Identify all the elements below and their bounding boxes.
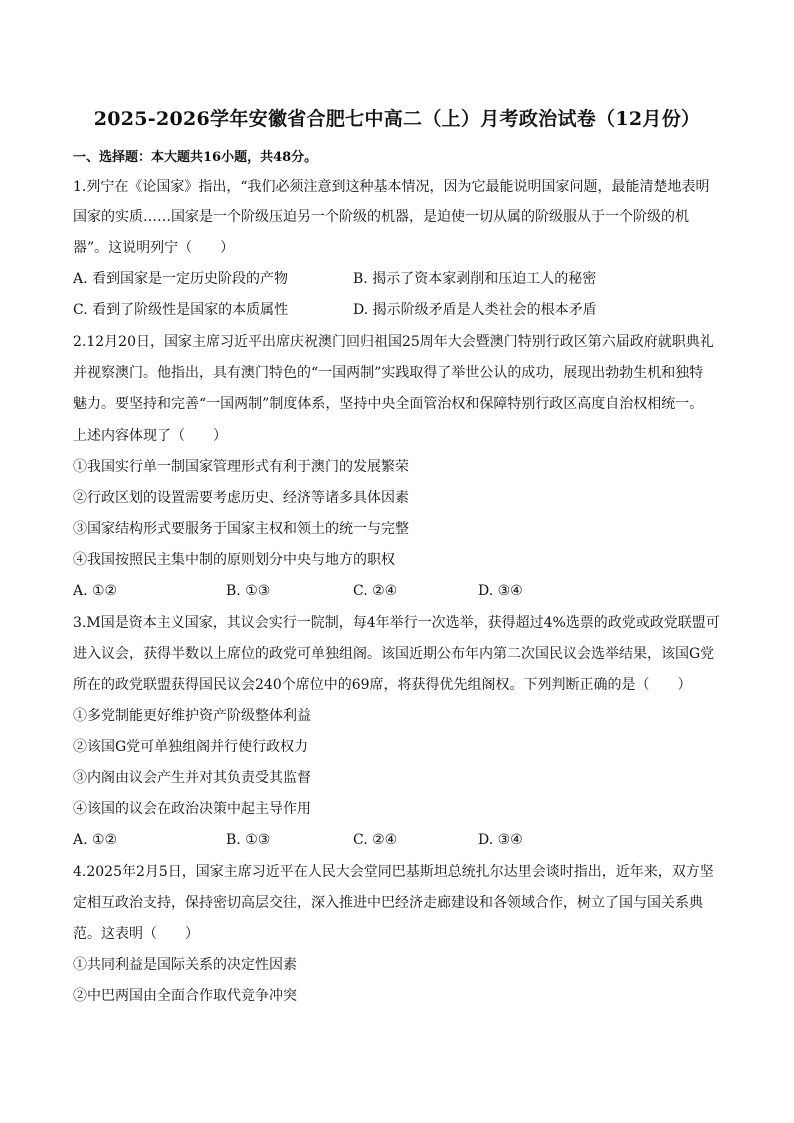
- q2-stem-line-1: 2.12月20日，国家主席习近平出席庆祝澳门回归祖国25周年大会暨澳门特别行政区第六届政府就职典礼: [73, 334, 714, 350]
- q2-item-2: ②行政区划的设置需要考虑历史、经济等诸多具体因素: [73, 490, 409, 506]
- page-title: 2025-2026学年安徽省合肥七中高二（上）月考政治试卷（12月份）: [93, 108, 701, 130]
- q2-stem-line-3: 魅力。要坚持和完善“一国两制”制度体系，坚持中央全面管治权和保障特别行政区高度自治权相统一。: [73, 396, 704, 412]
- q3-stem-line-1: 3.M国是资本主义国家，其议会实行一院制，每4年举行一次选举，获得超过4%选票的政党或政党联盟可: [73, 615, 720, 631]
- q4-stem-line-2: 定相互政治支持，保持密切高层交往，深入推进中巴经济走廊建设和各领域合作，树立了国与国关系典: [73, 895, 703, 911]
- q1-option-c: C. 看到了阶级性是国家的本质属性: [73, 302, 289, 318]
- section-heading: 一、选择题：本大题共16小题，共48分。: [73, 150, 318, 165]
- q3-item-4: ④该国的议会在政治决策中起主导作用: [73, 801, 311, 817]
- q2-item-3: ③国家结构形式要服务于国家主权和领土的统一与完整: [73, 521, 409, 537]
- q1-option-b: B. 揭示了资本家剥削和压迫工人的秘密: [353, 271, 597, 287]
- q3-stem-line-2: 进入议会，获得半数以上席位的政党可单独组阁。该国近期公布年内第二次国民议会选举结果，该国G党: [73, 646, 715, 662]
- q1-stem-line-3: 器”。这说明列宁（ ）: [73, 240, 235, 256]
- q4-stem-line-1: 4.2025年2月5日，国家主席习近平在人民大会堂同巴基斯坦总统扎尔达里会谈时指出，近年来，双方坚: [73, 864, 714, 880]
- q2-option-b: B. ①③: [226, 583, 271, 599]
- q3-option-d: D. ③④: [478, 832, 523, 848]
- q1-stem-line-1: 1.列宁在《论国家》指出，“我们必须注意到这种基本情况，因为它最能说明国家问题，最能清楚地表明: [73, 179, 710, 195]
- q4-item-2: ②中巴两国由全面合作取代竞争冲突: [73, 988, 297, 1004]
- q2-option-d: D. ③④: [478, 583, 523, 599]
- q1-option-a: A. 看到国家是一定历史阶段的产物: [73, 271, 289, 287]
- q1-stem-line-2: 国家的实质……国家是一个阶级压迫另一个阶级的机器，是迫使一切从属的阶级服从于一个阶级的机: [73, 209, 689, 225]
- q3-stem-line-3: 所在的政党联盟获得国民议会240个席位中的69席，将获得优先组阁权。下列判断正确的是（ ）: [73, 677, 692, 693]
- q3-option-c: C. ②④: [353, 832, 398, 848]
- q3-item-1: ①多党制能更好维护资产阶级整体利益: [73, 708, 311, 724]
- q2-option-c: C. ②④: [353, 583, 398, 599]
- q3-option-a: A. ①②: [73, 832, 118, 848]
- q4-stem-line-3: 范。这表明（ ）: [73, 926, 199, 942]
- q3-item-3: ③内阁由议会产生并对其负责受其监督: [73, 770, 311, 786]
- q2-stem-line-2: 并视察澳门。他指出，具有澳门特色的“一国两制”实践取得了举世公认的成功，展现出勃勃生机和独特: [73, 365, 704, 381]
- q1-option-d: D. 揭示阶级矛盾是人类社会的根本矛盾: [353, 302, 597, 318]
- q2-item-4: ④我国按照民主集中制的原则划分中央与地方的职权: [73, 552, 395, 568]
- q2-option-a: A. ①②: [73, 583, 118, 599]
- q3-item-2: ②该国G党可单独组阁并行使行政权力: [73, 739, 309, 755]
- q4-item-1: ①共同利益是国际关系的决定性因素: [73, 957, 297, 973]
- q2-stem-line-4: 上述内容体现了（ ）: [73, 428, 227, 444]
- q2-item-1: ①我国实行单一制国家管理形式有利于澳门的发展繁荣: [73, 459, 409, 475]
- q3-option-b: B. ①③: [226, 832, 271, 848]
